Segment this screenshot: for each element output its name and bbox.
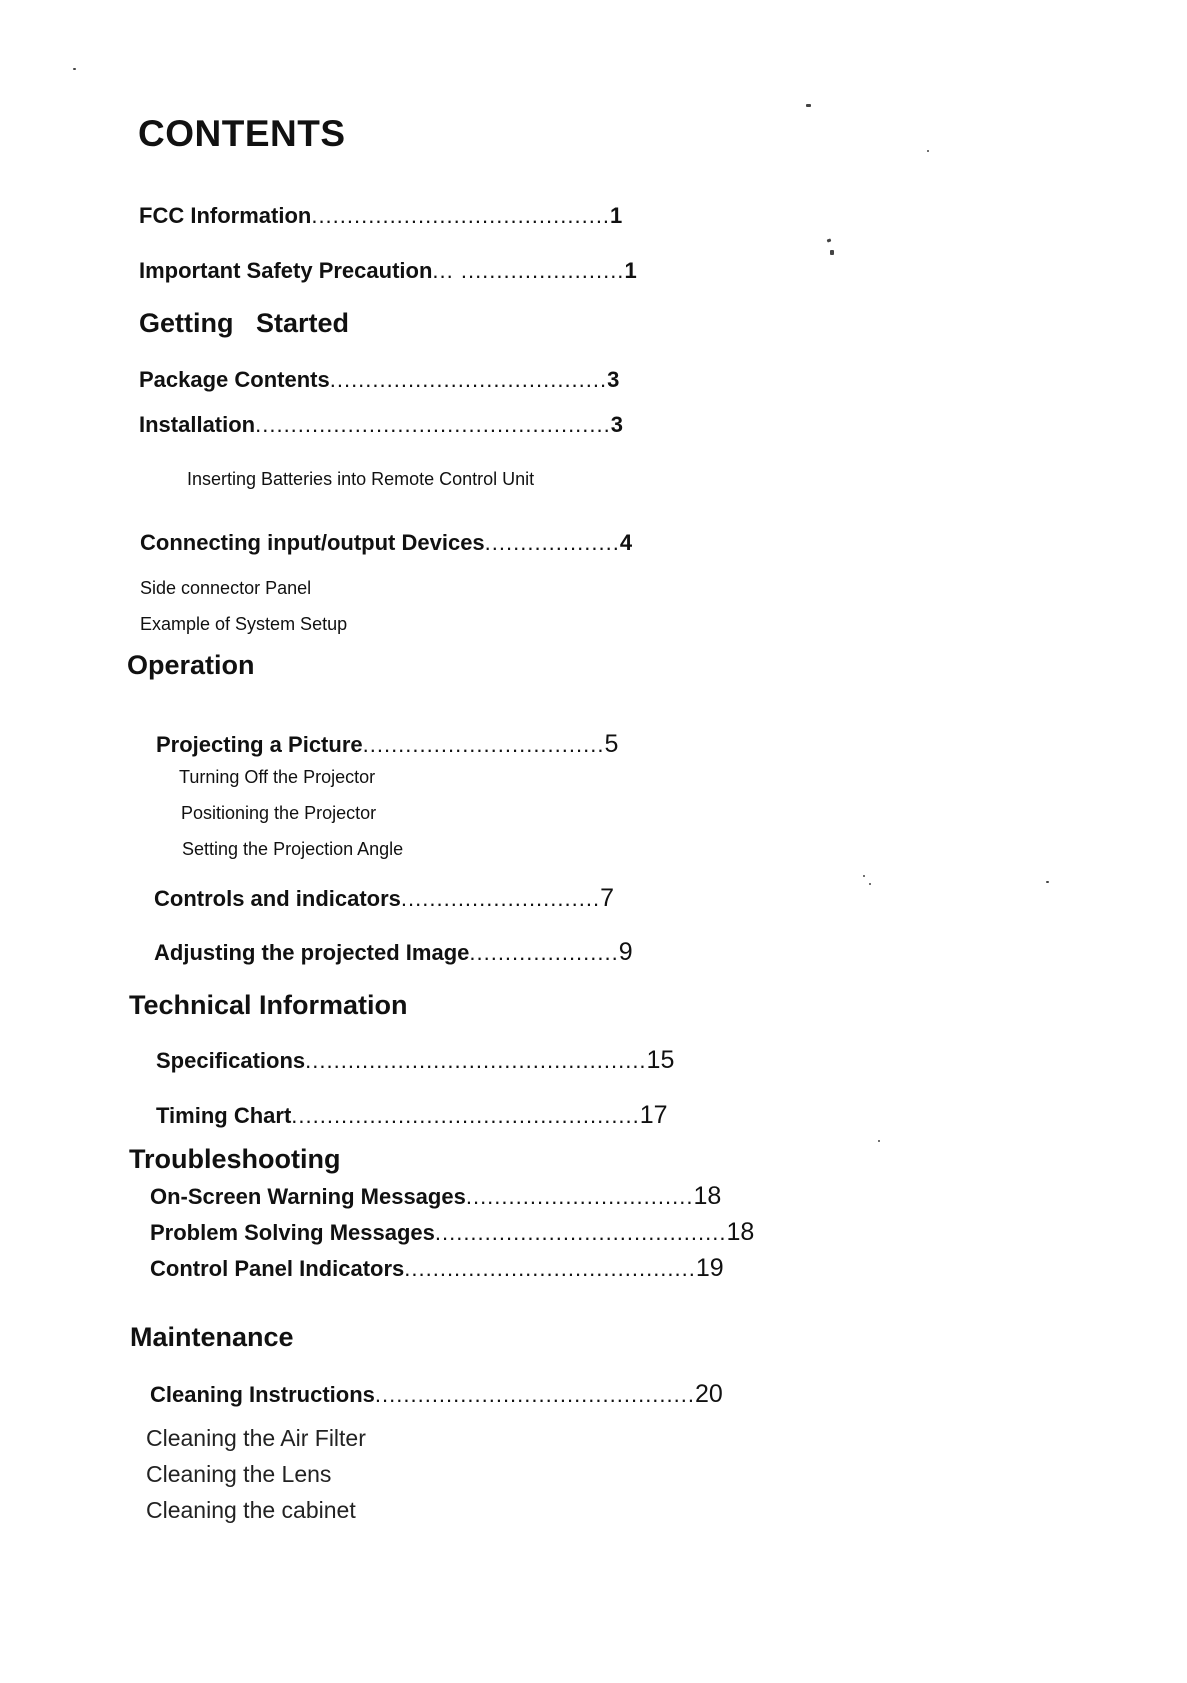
toc-sub-positioning: Positioning the Projector [181, 803, 377, 823]
toc-entry-label: Cleaning Instructions [150, 1382, 375, 1407]
toc-page-number: 1 [610, 203, 623, 228]
toc-entry-label: Package Contents [139, 367, 330, 392]
toc-entry-warning-messages[interactable] [150, 1182, 721, 1211]
toc-leader-dots: ..................... [469, 940, 619, 965]
toc-entry-safety[interactable] [139, 258, 637, 284]
toc-sub-turning-off: Turning Off the Projector [179, 767, 376, 787]
toc-entry-label: Adjusting the projected Image [154, 940, 470, 965]
toc-entry-specifications[interactable] [156, 1046, 674, 1075]
toc-page-number: 7 [600, 884, 614, 912]
toc-leader-dots: ......................................... [404, 1256, 696, 1281]
section-getting-started: Getting Started [139, 308, 350, 338]
toc-page-number: 18 [693, 1182, 722, 1210]
toc-entry-timing-chart[interactable] [156, 1101, 668, 1130]
toc-entry-label: On-Screen Warning Messages [150, 1184, 466, 1209]
toc-entry-label: FCC Information [139, 203, 312, 228]
toc-entry-label: Projecting a Picture [156, 732, 363, 757]
toc-entry-connecting-devices[interactable] [140, 530, 632, 556]
section-troubleshooting: Troubleshooting [129, 1144, 341, 1174]
toc-leader-dots: .......................................... [311, 203, 611, 228]
toc-sub-lens: Cleaning the Lens [146, 1461, 332, 1487]
toc-entry-fcc[interactable] [139, 203, 622, 229]
toc-leader-dots: .................................. [362, 732, 605, 757]
toc-leader-dots: ................................ [465, 1184, 694, 1209]
toc-page-number: 9 [618, 938, 633, 966]
toc-leader-dots: .................................................. [255, 412, 611, 437]
toc-entry-problem-messages[interactable] [150, 1218, 754, 1247]
toc-leader-dots: ................................................. [291, 1103, 640, 1128]
toc-entry-label: Installation [139, 412, 256, 437]
toc-leader-dots: ................... [484, 530, 620, 555]
section-maintenance: Maintenance [130, 1322, 294, 1352]
toc-entry-cleaning[interactable] [150, 1380, 723, 1409]
toc-sub-air-filter: Cleaning the Air Filter [146, 1425, 366, 1451]
toc-page-number: 5 [604, 730, 619, 758]
toc-entry-label: Specifications [156, 1048, 306, 1073]
toc-entry-projecting[interactable] [156, 730, 618, 759]
toc-entry-controls[interactable] [154, 884, 614, 913]
toc-page-number: 17 [639, 1101, 668, 1129]
toc-leader-dots: ......................................... [434, 1220, 727, 1245]
toc-entry-package-contents[interactable] [139, 367, 619, 393]
toc-leader-dots: ............................................. [374, 1382, 695, 1407]
toc-page-number: 4 [619, 530, 633, 555]
toc-sub-batteries: Inserting Batteries into Remote Control Unit [187, 469, 535, 489]
toc-sub-cabinet: Cleaning the cabinet [146, 1497, 356, 1523]
toc-leader-dots: ................................................ [305, 1048, 647, 1073]
toc-leader-dots: ....................................... [329, 367, 608, 392]
scan-speck [806, 104, 811, 107]
section-operation: Operation [127, 650, 255, 680]
scan-speck [73, 68, 76, 70]
scan-speck [830, 250, 834, 255]
toc-leader-dots: ............................ [400, 886, 601, 911]
toc-page-number: 3 [607, 367, 620, 392]
scan-speck [827, 238, 832, 242]
toc-page-number: 1 [624, 258, 637, 283]
toc-entry-adjusting[interactable] [154, 938, 633, 967]
toc-entry-label: Problem Solving Messages [150, 1220, 435, 1245]
toc-sub-example-setup: Example of System Setup [140, 614, 348, 634]
toc-entry-label: Timing Chart [156, 1103, 292, 1128]
toc-entry-label: Important Safety Precaution [139, 258, 433, 283]
scan-speck [869, 883, 871, 885]
toc-entry-label: Connecting input/output Devices [140, 530, 485, 555]
toc-sub-angle: Setting the Projection Angle [182, 839, 404, 859]
toc-entry-installation[interactable] [139, 412, 623, 438]
toc-page-number: 18 [726, 1218, 755, 1246]
scan-speck [878, 1140, 880, 1142]
scan-speck [1046, 881, 1049, 883]
toc-page-number: 20 [694, 1380, 723, 1408]
toc-entry-panel-indicators[interactable] [150, 1254, 724, 1283]
toc-page-number: 3 [610, 412, 623, 437]
section-technical-information: Technical Information [129, 990, 408, 1020]
toc-page-number: 15 [646, 1046, 675, 1074]
scan-speck [927, 150, 929, 152]
page-title: CONTENTS [138, 113, 346, 154]
toc-sub-side-panel: Side connector Panel [140, 578, 312, 598]
toc-page-number: 19 [695, 1254, 724, 1282]
toc-entry-label: Controls and indicators [154, 886, 401, 911]
toc-leader-dots: ... ....................... [432, 258, 625, 283]
toc-entry-label: Control Panel Indicators [150, 1256, 405, 1281]
scan-speck [863, 875, 865, 877]
